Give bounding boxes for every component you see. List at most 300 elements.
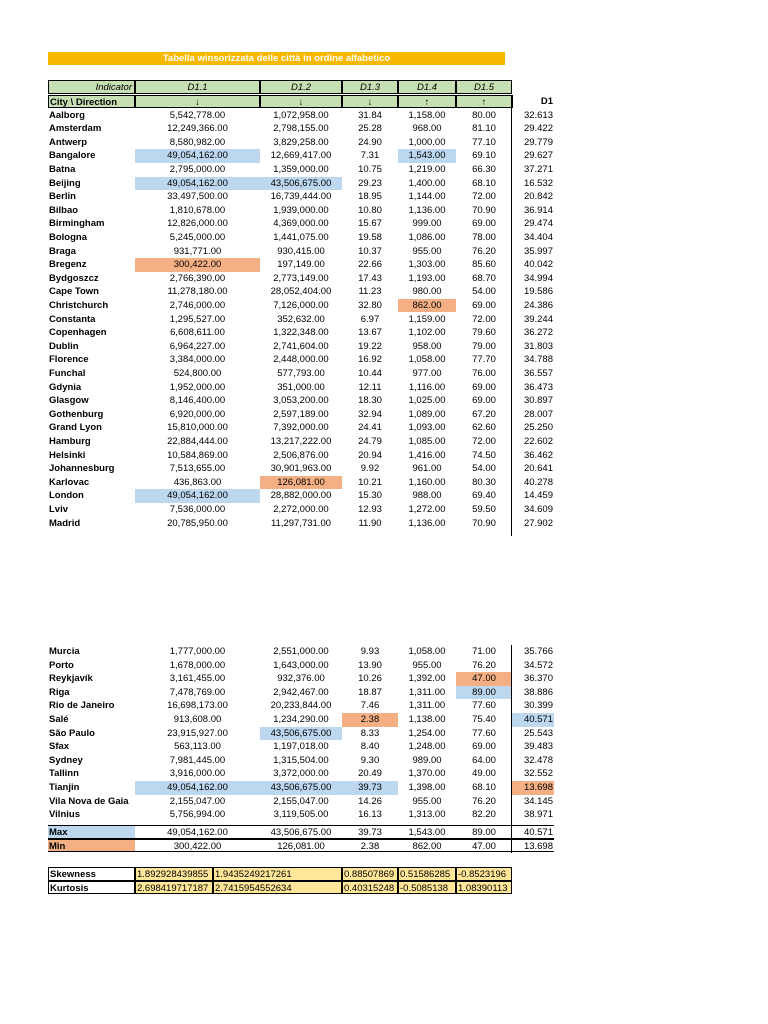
cell-d1-2: 43,506,675.00 [260, 781, 342, 795]
summary-d1-5: 89.00 [456, 825, 512, 839]
cell-d1-3: 10.44 [358, 367, 382, 379]
table-row [48, 503, 554, 517]
cell-d1-5: 72.00 [472, 313, 496, 325]
cell-d1-5: 82.20 [472, 809, 496, 821]
cell-d1-3: 31.84 [358, 109, 382, 121]
cell-d1-3: 19.22 [358, 340, 382, 352]
cell-d1-2: 2,942,467.00 [273, 686, 329, 698]
cell-d1-2: 577,793.00 [277, 367, 325, 379]
cell-d1-5: 68.70 [472, 272, 496, 284]
table-row [48, 713, 554, 727]
summary-d1-3: 2.38 [342, 839, 398, 853]
cell-d1-4: 1,136.00 [408, 517, 446, 529]
table-row [48, 136, 554, 150]
cell-d1-4: 862.00 [398, 299, 456, 313]
cell-d1: 31.803 [523, 340, 553, 352]
cell-d1-1: 1,295,527.00 [169, 313, 226, 325]
cell-d1-2: 2,741,604.00 [273, 340, 329, 352]
city-name: Gothenburg [49, 408, 104, 420]
direction-row [48, 95, 554, 109]
summary-d1-1: 300,422.00 [135, 839, 260, 853]
city-name: Bologna [49, 231, 87, 243]
city-name: Antwerp [49, 136, 87, 148]
cell-d1-4: 1,416.00 [408, 449, 446, 461]
cell-d1-4: 1,116.00 [408, 381, 446, 393]
summary-d1-2: 126,081.00 [260, 839, 342, 853]
cell-d1-2: 3,372,000.00 [273, 768, 329, 780]
table-row [48, 394, 554, 408]
cell-d1-1: 3,384,000.00 [169, 354, 226, 366]
stats-d1-2: 2.7415954552634 [213, 881, 342, 895]
cell-d1-1: 3,161,455.00 [169, 673, 226, 685]
cell-d1-1: 7,513,655.00 [169, 463, 226, 475]
table-row [48, 767, 554, 781]
column-header-d1-3: D1.3 [342, 80, 398, 94]
cell-d1: 34.572 [523, 659, 553, 671]
table-row [48, 517, 554, 531]
cell-d1-2: 20,233,844.00 [270, 700, 332, 712]
cell-d1-2: 1,234,290.00 [273, 714, 329, 725]
table-row [48, 672, 554, 686]
cell-d1-1: 563,113.00 [174, 741, 221, 753]
cell-d1-5: 71.00 [472, 646, 496, 657]
cell-d1-5: 81.10 [472, 123, 496, 135]
city-name: Gdynia [49, 381, 82, 393]
data-table-top [48, 109, 554, 539]
cell-d1-4: 1,058.00 [408, 646, 446, 657]
cell-d1: 32.613 [523, 109, 553, 121]
cell-d1-3: 10.80 [358, 204, 382, 216]
cell-d1-5: 68.10 [472, 177, 496, 189]
cell-d1-1: 2,746,000.00 [169, 299, 226, 311]
table-row [48, 462, 554, 476]
table-row [48, 740, 554, 754]
cell-d1-4: 1,085.00 [408, 435, 446, 447]
table-row [48, 408, 554, 422]
cell-d1: 37.271 [523, 163, 553, 175]
cell-d1-5: 47.00 [456, 672, 512, 686]
cell-d1-1: 22,884,444.00 [167, 435, 228, 447]
cell-d1: 36.557 [523, 367, 553, 379]
cell-d1-2: 11,297,731.00 [270, 517, 332, 529]
table-row [48, 435, 554, 449]
direction-arrow: ↓ [342, 95, 398, 109]
cell-d1-3: 32.94 [358, 408, 382, 420]
city-name: Lviv [49, 503, 69, 515]
cell-d1-1: 49,054,162.00 [135, 149, 260, 163]
cell-d1-5: 85.60 [472, 259, 496, 271]
cell-d1: 36.914 [523, 204, 553, 216]
cell-d1-5: 79.00 [472, 340, 496, 352]
cell-d1-2: 932,376.00 [277, 673, 325, 685]
cell-d1-5: 70.90 [472, 517, 496, 529]
cell-d1-1: 436,863.00 [173, 476, 222, 488]
cell-d1: 34.145 [523, 795, 553, 807]
table-row [48, 795, 554, 809]
cell-d1: 35.766 [523, 646, 553, 657]
cell-d1-4: 1,089.00 [408, 408, 446, 420]
cell-d1-3: 20.49 [358, 768, 382, 780]
table-row [48, 258, 554, 272]
cell-d1-2: 197,149.00 [277, 259, 325, 271]
cell-d1-4: 980.00 [412, 286, 442, 298]
table-row [48, 645, 554, 659]
cell-d1-4: 1,058.00 [408, 354, 446, 366]
cell-d1-1: 913,608.00 [173, 714, 222, 725]
cell-d1: 39.483 [523, 741, 553, 753]
table-row [48, 231, 554, 245]
cell-d1-4: 1,144.00 [408, 191, 446, 203]
summary-d1-4: 1,543.00 [398, 825, 456, 839]
cell-d1-5: 66.30 [472, 163, 496, 175]
cell-d1-3: 10.21 [358, 476, 382, 488]
cell-d1-1: 1,678,000.00 [169, 659, 226, 671]
stats-d1-4: 0.51586285 [398, 867, 456, 881]
cell-d1: 30.399 [523, 700, 553, 712]
column-divider [511, 645, 512, 853]
city-name: Bilbao [49, 204, 79, 216]
cell-d1-5: 49.00 [472, 768, 496, 780]
cell-d1-3: 10.75 [358, 163, 382, 175]
cell-d1-2: 7,126,000.00 [273, 299, 329, 311]
indicator-label: Indicator [48, 80, 135, 94]
city-name: Murcia [49, 646, 80, 657]
table-row [48, 421, 554, 435]
summary-label: Max [48, 825, 135, 839]
cell-d1-2: 3,119,505.00 [273, 809, 329, 821]
cell-d1: 32.478 [523, 754, 553, 766]
city-name: Madrid [49, 517, 81, 529]
cell-d1-2: 1,072,958.00 [273, 109, 329, 121]
cell-d1-4: 961.00 [412, 463, 442, 475]
cell-d1-2: 2,551,000.00 [273, 646, 329, 657]
cell-d1-2: 1,197,018.00 [273, 741, 329, 753]
city-name: Birmingham [49, 218, 105, 230]
cell-d1-4: 1,219.00 [408, 163, 446, 175]
cell-d1-3: 8.33 [360, 727, 380, 739]
summary-row-min [48, 839, 554, 853]
cell-d1-1: 1,810,678.00 [169, 204, 226, 216]
cell-d1-5: 59.50 [472, 503, 496, 515]
table-row [48, 149, 554, 163]
cell-d1-1: 33,497,500.00 [167, 191, 228, 203]
indicator-row [48, 80, 554, 94]
cell-d1-4: 955.00 [412, 245, 442, 257]
cell-d1: 24.386 [523, 299, 553, 311]
cell-d1-1: 12,249,366.00 [167, 123, 228, 135]
cell-d1-4: 1,000.00 [408, 136, 446, 148]
city-name: Riga [49, 686, 70, 698]
table-row [48, 340, 554, 354]
direction-arrow: ↓ [260, 95, 342, 109]
cell-d1-4: 1,398.00 [408, 782, 446, 793]
cell-d1-2: 1,939,000.00 [273, 204, 329, 216]
city-name: Rio de Janeiro [49, 700, 115, 712]
city-name: Christchurch [49, 299, 109, 311]
cell-d1-3: 7.31 [360, 150, 380, 162]
cell-d1-4: 1,303.00 [408, 259, 446, 271]
cell-d1-3: 13.90 [358, 659, 382, 671]
city-name: Johannesburg [49, 463, 115, 475]
cell-d1-2: 1,322,348.00 [273, 327, 329, 339]
cell-d1-4: 1,159.00 [408, 313, 446, 325]
cell-d1-4: 955.00 [412, 659, 442, 671]
cell-d1: 14.459 [523, 490, 553, 502]
cell-d1-5: 69.00 [472, 299, 496, 311]
cell-d1-1: 7,536,000.00 [169, 503, 226, 515]
city-name: Dublin [49, 340, 79, 352]
cell-d1-3: 15.30 [358, 490, 382, 502]
summary-d1-1: 49,054,162.00 [135, 825, 260, 839]
cell-d1-3: 18.95 [358, 191, 382, 203]
cell-d1-5: 74.50 [472, 449, 496, 461]
table-row [48, 367, 554, 381]
cell-d1: 20.842 [523, 191, 553, 203]
table-row [48, 381, 554, 395]
table-row [48, 326, 554, 340]
cell-d1-4: 989.00 [412, 754, 442, 766]
cell-d1-4: 1,193.00 [408, 272, 446, 284]
cell-d1: 25.250 [523, 422, 553, 434]
cell-d1-2: 43,506,675.00 [260, 177, 342, 191]
cell-d1-3: 24.41 [358, 422, 382, 434]
stats-d1-2: 1.9435249217261 [213, 867, 342, 881]
table-row [48, 217, 554, 231]
cell-d1-2: 126,081.00 [260, 476, 342, 490]
table-row [48, 476, 554, 490]
cell-d1-5: 79.60 [472, 327, 496, 339]
cell-d1-5: 68.10 [472, 782, 496, 793]
cell-d1-3: 16.92 [358, 354, 382, 366]
cell-d1-4: 1,102.00 [408, 327, 446, 339]
direction-arrow: ↓ [135, 95, 260, 109]
cell-d1: 36.272 [523, 327, 553, 339]
cell-d1-3: 6.97 [360, 313, 380, 325]
cell-d1-3: 13.67 [358, 327, 382, 339]
stats-d1-1: 1.892928439855 [135, 867, 213, 881]
cell-d1-1: 1,952,000.00 [169, 381, 226, 393]
cell-d1-1: 300,422.00 [135, 258, 260, 272]
cell-d1: 29.627 [523, 150, 553, 162]
cell-d1-5: 72.00 [472, 435, 496, 447]
table-row [48, 754, 554, 768]
column-header-d1: D1 [512, 95, 554, 109]
cell-d1-1: 23,915,927.00 [167, 727, 228, 739]
table-row [48, 449, 554, 463]
city-name: Bregenz [49, 259, 87, 271]
cell-d1-3: 2.38 [342, 713, 398, 727]
cell-d1-2: 1,315,504.00 [273, 754, 329, 766]
cell-d1-5: 54.00 [472, 286, 496, 298]
cell-d1-3: 24.79 [358, 435, 382, 447]
cell-d1-3: 10.37 [358, 245, 382, 257]
cell-d1-1: 2,155,047.00 [169, 795, 226, 807]
cell-d1-1: 3,916,000.00 [169, 768, 226, 780]
cell-d1-1: 931,771.00 [173, 245, 222, 257]
city-name: Florence [49, 354, 89, 366]
column-header-d1-4: D1.4 [398, 80, 456, 94]
city-name: Porto [49, 659, 74, 671]
cell-d1-5: 69.40 [472, 490, 496, 502]
cell-d1-4: 1,158.00 [408, 109, 446, 121]
stats-label: Kurtosis [48, 881, 135, 895]
cell-d1-3: 20.94 [358, 449, 382, 461]
cell-d1-4: 1,543.00 [398, 149, 456, 163]
cell-d1-5: 76.20 [472, 245, 496, 257]
cell-d1: 27.902 [523, 517, 553, 529]
cell-d1-1: 7,478,769.00 [169, 686, 226, 698]
cell-d1-5: 77.70 [472, 354, 496, 366]
cell-d1-1: 5,245,000.00 [169, 231, 226, 243]
cell-d1-3: 22.66 [358, 259, 382, 271]
cell-d1-2: 3,053,200.00 [273, 395, 329, 407]
cell-d1-5: 54.00 [472, 463, 496, 475]
city-name: Grand Lyon [49, 422, 102, 434]
table-row [48, 659, 554, 673]
cell-d1-5: 80.00 [472, 109, 496, 121]
cell-d1-5: 76.20 [472, 795, 496, 807]
cell-d1-2: 2,798,155.00 [273, 123, 329, 135]
table-row [48, 808, 554, 822]
table-row [48, 177, 554, 191]
cell-d1-1: 2,766,390.00 [169, 272, 226, 284]
column-header-d1-5: D1.5 [456, 80, 512, 94]
city-name: Helsinki [49, 449, 86, 461]
cell-d1-4: 977.00 [412, 367, 442, 379]
cell-d1-2: 1,441,075.00 [273, 231, 329, 243]
cell-d1-5: 70.90 [472, 204, 496, 216]
cell-d1-3: 10.26 [358, 673, 382, 685]
cell-d1-4: 958.00 [412, 340, 442, 352]
cell-d1-3: 16.13 [358, 809, 382, 821]
table-row [48, 272, 554, 286]
cell-d1-2: 16,739,444.00 [270, 191, 332, 203]
cell-d1-1: 49,054,162.00 [135, 177, 260, 191]
cell-d1-2: 7,392,000.00 [273, 422, 329, 434]
stats-row-kurtosis [48, 881, 554, 895]
stats-d1-1: 2.698419717187 [135, 881, 213, 895]
cell-d1-3: 17.43 [358, 272, 382, 284]
cell-d1: 22.602 [523, 435, 553, 447]
table-row [48, 686, 554, 700]
city-name: Vilnius [49, 809, 80, 821]
cell-d1-2: 3,829,258.00 [273, 136, 329, 148]
cell-d1-2: 2,272,000.00 [273, 503, 329, 515]
cell-d1: 13.698 [512, 781, 554, 795]
cell-d1-2: 351,000.00 [277, 381, 325, 393]
cell-d1: 20.641 [523, 463, 553, 475]
cell-d1-5: 72.00 [472, 191, 496, 203]
summary-table [48, 825, 554, 855]
table-row [48, 109, 554, 123]
summary-row-max [48, 825, 554, 839]
column-divider [511, 108, 512, 536]
cell-d1-3: 18.30 [358, 395, 382, 407]
cell-d1: 25.543 [523, 727, 553, 739]
stats-d1-5: 1.08390113 [456, 881, 512, 895]
city-name: Karlovac [49, 476, 90, 488]
city-name: Bydgoszcz [49, 272, 99, 284]
cell-d1-4: 988.00 [412, 490, 442, 502]
city-name: Copenhagen [49, 327, 107, 339]
cell-d1-1: 524,800.00 [173, 367, 222, 379]
cell-d1-3: 32.80 [358, 299, 382, 311]
city-name: Cape Town [49, 286, 99, 298]
cell-d1: 32.552 [523, 768, 553, 780]
cell-d1-1: 20,785,950.00 [167, 517, 228, 529]
stats-d1-5: -0.8523196 [456, 867, 512, 881]
stats-label: Skewness [48, 867, 135, 881]
cell-d1-1: 10,584,869.00 [167, 449, 228, 461]
column-header-d1-2: D1.2 [260, 80, 342, 94]
cell-d1-1: 6,920,000.00 [169, 408, 226, 420]
cell-d1-5: 76.20 [472, 659, 496, 671]
city-name: Braga [49, 245, 76, 257]
cell-d1-4: 1,272.00 [408, 503, 446, 515]
city-name: Aalborg [49, 109, 85, 121]
cell-d1: 34.994 [523, 272, 553, 284]
city-name: Funchal [49, 367, 86, 379]
city-name: Sydney [49, 754, 83, 766]
cell-d1-3: 11.23 [358, 286, 382, 298]
city-name: London [49, 490, 84, 502]
cell-d1-5: 77.10 [472, 136, 496, 148]
table-row [48, 353, 554, 367]
cell-d1: 19.586 [523, 286, 553, 298]
cell-d1-4: 1,392.00 [408, 673, 446, 685]
table-row [48, 313, 554, 327]
cell-d1-3: 39.73 [342, 781, 398, 795]
cell-d1-1: 8,580,982.00 [169, 136, 226, 148]
cell-d1-5: 69.00 [472, 741, 496, 753]
city-name: Hamburg [49, 435, 91, 447]
table-row [48, 285, 554, 299]
city-name: Reykjavík [49, 673, 93, 685]
cell-d1-2: 2,506,876.00 [273, 449, 329, 461]
cell-d1-5: 69.00 [472, 395, 496, 407]
cell-d1-1: 12,826,000.00 [167, 218, 228, 230]
cell-d1-3: 12.11 [358, 381, 382, 393]
cell-d1-3: 14.26 [358, 795, 382, 807]
cell-d1: 29.422 [523, 123, 553, 135]
city-name: São Paulo [49, 727, 95, 739]
table-row [48, 204, 554, 218]
cell-d1-4: 999.00 [412, 218, 442, 230]
cell-d1-4: 1,248.00 [408, 741, 446, 753]
cell-d1: 40.278 [523, 476, 553, 488]
city-direction-label: City \ Direction [48, 95, 135, 109]
cell-d1-2: 43,506,675.00 [260, 727, 342, 741]
city-name: Bangalore [49, 150, 96, 162]
cell-d1-5: 77.60 [472, 727, 496, 739]
direction-arrow: ↑ [398, 95, 456, 109]
summary-d1-4: 862.00 [398, 839, 456, 853]
cell-d1-3: 7.46 [360, 700, 380, 712]
cell-d1: 39.244 [523, 313, 553, 325]
city-name: Constanta [49, 313, 96, 325]
cell-d1: 16.532 [523, 177, 553, 189]
cell-d1: 29.474 [523, 218, 553, 230]
cell-d1: 35.997 [523, 245, 553, 257]
cell-d1: 36.462 [523, 449, 553, 461]
cell-d1-5: 69.00 [472, 381, 496, 393]
cell-d1-4: 1,138.00 [408, 714, 446, 725]
cell-d1: 40.571 [512, 713, 554, 727]
cell-d1-3: 15.67 [358, 218, 382, 230]
cell-d1-3: 29.23 [358, 177, 382, 189]
summary-d1-3: 39.73 [342, 825, 398, 839]
cell-d1-3: 25.28 [358, 123, 382, 135]
